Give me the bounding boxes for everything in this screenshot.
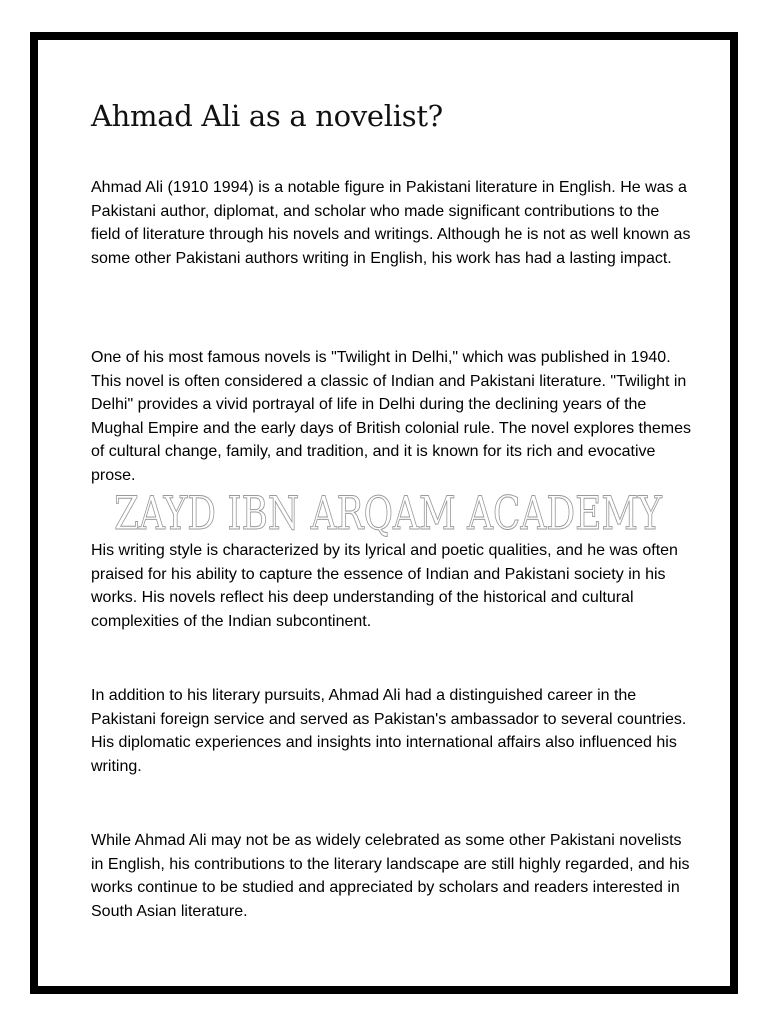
document-page — [30, 32, 738, 994]
paragraph-diplomatic-career: In addition to his literary pursuits, Ahmad Ali had a distinguished career in the Pakistani foreign service and served as Pakistan's ambassador to several countries. His diplomatic experiences and insights into international affairs also influenced his writing. — [91, 687, 687, 775]
page-title: Ahmad Ali as a novelist? — [91, 99, 443, 133]
paragraph-twilight-in-delhi: One of his most famous novels is "Twilight in Delhi," which was published in 1940. This novel is often considered a classic of Indian and Pakistani literature. "Twilight in Delhi" provides a vivid portrayal of life in Delhi during the declining years of the Mughal Empire and the early days of British colonial rule. The novel explores themes of cultural change, family, and tradition, and it is known for its rich and evocative prose. — [91, 349, 692, 484]
paragraph-conclusion: While Ahmad Ali may not be as widely celebrated as some other Pakistani novelists in English, his contributions to the literary landscape are still highly regarded, and his works continue to be studied and appreciated by scholars and readers interested in South Asian literature. — [91, 832, 690, 920]
paragraph-writing-style: His writing style is characterized by its lyrical and poetic qualities, and he was often praised for his ability to capture the essence of Indian and Pakistani society in his works. His novels reflect his deep understanding of the historical and cultural complexities of the Indian subcontinent. — [91, 542, 678, 630]
watermark: ZAYD IBN ARQAM ACADEMY — [114, 486, 662, 540]
paragraph-intro: Ahmad Ali (1910 1994) is a notable figure in Pakistani literature in English. He was a Pakistani author, diplomat, and scholar who made significant contributions to the field of literature through his novels and writings. Although he is not as well known as some other Pakistani authors writing in English, his work has had a lasting impact. — [91, 179, 691, 267]
